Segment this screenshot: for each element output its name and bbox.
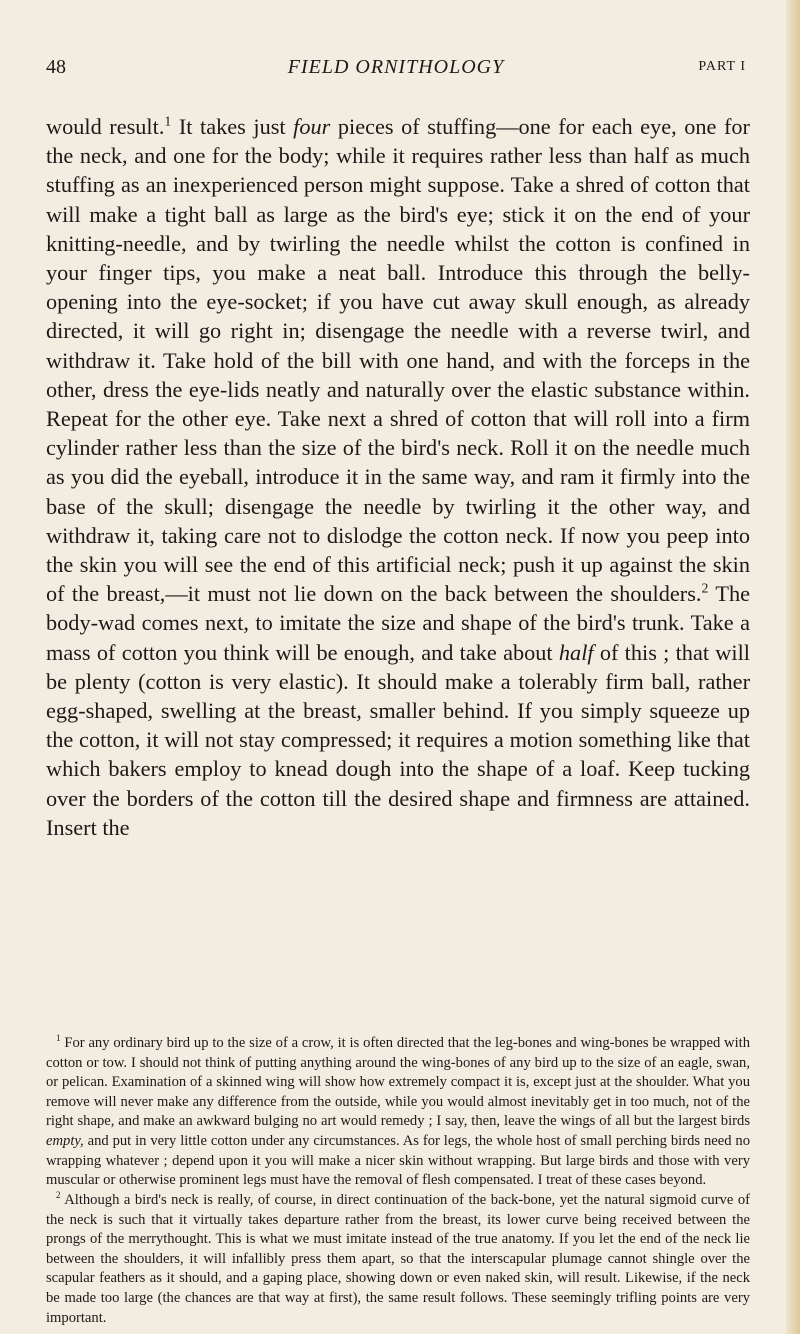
body-text: The body-wad comes next, to imitate the size and shape of the bird's trunk. Take a mass of cotton you think will be enough, and take about (46, 581, 750, 665)
footnote-ref-1: 1 (164, 113, 172, 129)
body-text: pieces of stuffing—one for each eye, one for the neck, and one for the body; while it requires rather less than half as much stuffing as an inexperienced person might suppose. Take a shred of cotton that will make a tight ball as large as the bird's eye; stick it on the end of your knitting-needle, and by twirling the needle whilst the cotton is confined in your finger tips, you make a neat ball. Introduce this through the belly-opening into the eye-socket; if you have cut away skull enough, as already directed, it will go right in; disengage the needle with a reverse twirl, and withdraw it. Take hold of the bill with one hand, and with the forceps in the other, dress the eye-lids neatly and naturally over the elastic substance within. Repeat for the other eye. Take next a shred of cotton that will roll into a firm cylinder rather less than the size of the bird's neck. Roll it on the needle much as you did the eyeball, introduce it in the same way, and ram it firmly into the base of the skull; disengage the needle by twirling it the other way, and withdraw it, taking care not to dislodge the cotton neck. If now you peep into the skin you will see the end of this artificial neck; push it up against the skin of the breast,—it must not lie down on the back between the shoulders. (46, 114, 750, 607)
page-number: 48 (46, 56, 66, 78)
body-text: would result. (46, 114, 165, 139)
footnote-text: For any ordinary bird up to the size of a crow, it is often directed that the leg-bones and wing-bones be wrapped with cotton or tow. I should not think of putting anything around the wing-bones of any bird up to the size of an eagle, swan, or pelican. Examination of a skinned wing will show how extremely compact it is, except just at the shoulder. What you remove will never make any difference from the outside, while you would almost inevitably get in too much, not of the right shape, and make an awkward bulging no art would remedy ; I say, then, leave the wings of all but the largest birds (46, 1035, 750, 1130)
running-header (46, 56, 746, 86)
emphasis-word: half (558, 639, 594, 665)
running-title: FIELD ORNITHOLOGY (287, 56, 505, 78)
page-edge (786, 0, 800, 1334)
footnote-emphasis: empty, (46, 1132, 84, 1149)
footnote-1 (46, 1034, 750, 1191)
footnote-text: and put in very little cotton under any circumstances. As for legs, the whole host of small perching birds need no wrapping whatever ; depend upon it you will make a nicer skin without wrapping. But large birds and those with very muscular or otherwise prominent legs must have the removal of flesh compensated. I treat of these cases beyond. (46, 1132, 750, 1189)
footnote-2 (46, 1191, 750, 1328)
footnote-ref-2: 2 (701, 580, 709, 596)
body-paragraph (46, 112, 750, 842)
footnote-marker: 1 (56, 1033, 61, 1044)
part-label: PART I (698, 59, 746, 74)
body-text: It takes just (171, 114, 294, 139)
footnote-text: Although a bird's neck is really, of course, in direct continuation of the back-bone, yet the natural sigmoid curve of the neck is such that it virtually takes departure rather from the breast, its lower curve being received between the prongs of the merrythought. This is what we must imitate instead of the true anatomy. If you let the end of the neck lie between the shoulders, it will infallibly press them apart, so that the interscapular plumage cannot shingle over the scapular feathers as it should, and a gaping place, showing down or even naked skin, will result. Likewise, if the neck be made too large (the chances are that way at first), the same result follows. These seemingly trifling points are very important. (46, 1192, 750, 1326)
body-text: of this ; that will be plenty (cotton is very elastic). It should make a tolerably firm ball, rather egg-shaped, swelling at the breast, smaller behind. If you simply squeeze up the cotton, it will not stay compressed; it requires a motion something like that which bakers employ to knead dough into the shape of a loaf. Keep tucking over the borders of the cotton till the desired shape and firmness are attained. Insert the (46, 639, 750, 840)
emphasis-word: four (293, 114, 331, 139)
footnote-marker: 2 (56, 1190, 61, 1201)
